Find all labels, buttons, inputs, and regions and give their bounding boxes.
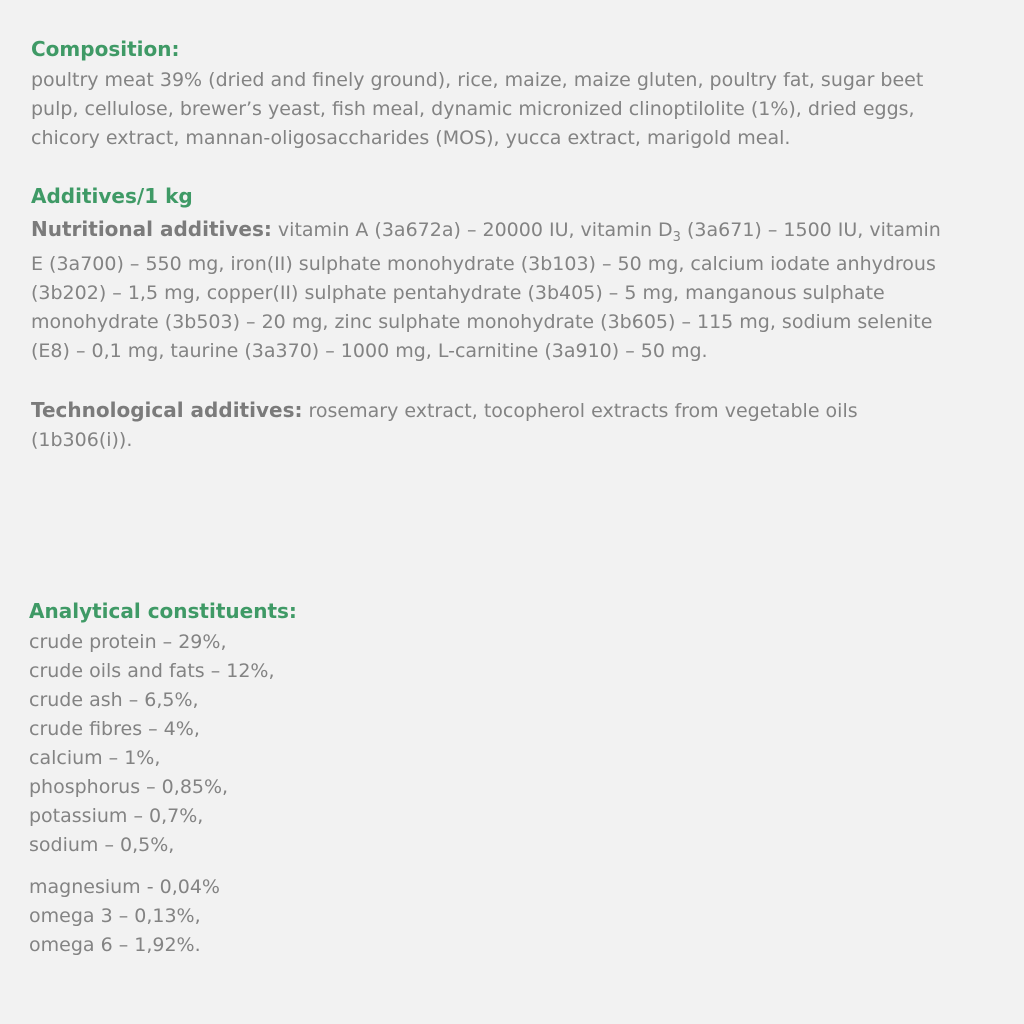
nutritional-additives-line-2: E (3a700) – 550 mg, iron(II) sulphate monohydrate (3b103) – 50 mg, calcium iodate anhydrous [31, 253, 936, 275]
constituent-item: phosphorus – 0,85%, [29, 776, 229, 798]
nutritional-additives-paragraph [31, 215, 941, 366]
constituent-item: magnesium - 0,04% [29, 876, 220, 898]
nutritional-additives-line-4: monohydrate (3b503) – 20 mg, zinc sulphate monohydrate (3b605) – 115 mg, sodium selenite [31, 311, 933, 333]
composition-text [31, 66, 923, 153]
analytical-constituents-list [29, 628, 275, 860]
composition-line-2: pulp, cellulose, brewer’s yeast, fish meal, dynamic micronized clinoptilolite (1%), dried eggs, [31, 98, 915, 120]
nutritional-additives-line-1 [31, 215, 941, 245]
analytical-constituents-list-extra [29, 873, 220, 960]
constituent-item: sodium – 0,5%, [29, 834, 175, 856]
constituent-item: potassium – 0,7%, [29, 805, 204, 827]
composition-heading: Composition: [31, 37, 180, 61]
nutritional-additives-text-b: (3a671) – 1500 IU, vitamin [680, 219, 941, 241]
technological-additives-line-2: (1b306(i)). [31, 429, 133, 451]
composition-line-1: poultry meat 39% (dried and finely ground), rice, maize, maize gluten, poultry fat, sugar beet [31, 69, 924, 91]
technological-additives-text: rosemary extract, tocopherol extracts from vegetable oils [302, 400, 858, 422]
constituent-item: calcium – 1%, [29, 747, 161, 769]
constituent-item: omega 3 – 0,13%, [29, 905, 201, 927]
vitamin-d-subscript: 3 [672, 230, 681, 245]
nutritional-additives-line-5: (E8) – 0,1 mg, taurine (3a370) – 1000 mg, L-carnitine (3a910) – 50 mg. [31, 340, 708, 362]
constituent-item: crude protein – 29%, [29, 631, 227, 653]
additives-heading: Additives/1 kg [31, 184, 193, 208]
composition-line-3: chicory extract, mannan-oligosaccharides (MOS), yucca extract, marigold meal. [31, 127, 791, 149]
analytical-constituents-heading: Analytical constituents: [29, 599, 297, 623]
constituent-item: crude ash – 6,5%, [29, 689, 199, 711]
constituent-item: crude fibres – 4%, [29, 718, 200, 740]
constituent-item: crude oils and fats – 12%, [29, 660, 275, 682]
constituent-item: omega 6 – 1,92%. [29, 934, 201, 956]
technological-additives-line-1 [31, 396, 858, 426]
nutritional-additives-line-3: (3b202) – 1,5 mg, copper(II) sulphate pentahydrate (3b405) – 5 mg, manganous sulphate [31, 282, 885, 304]
nutritional-additives-label: Nutritional additives: [31, 217, 272, 241]
nutritional-additives-text-a: vitamin A (3a672a) – 20000 IU, vitamin D [271, 219, 673, 241]
technological-additives-label: Technological additives: [31, 398, 303, 422]
technological-additives-paragraph [31, 396, 858, 455]
